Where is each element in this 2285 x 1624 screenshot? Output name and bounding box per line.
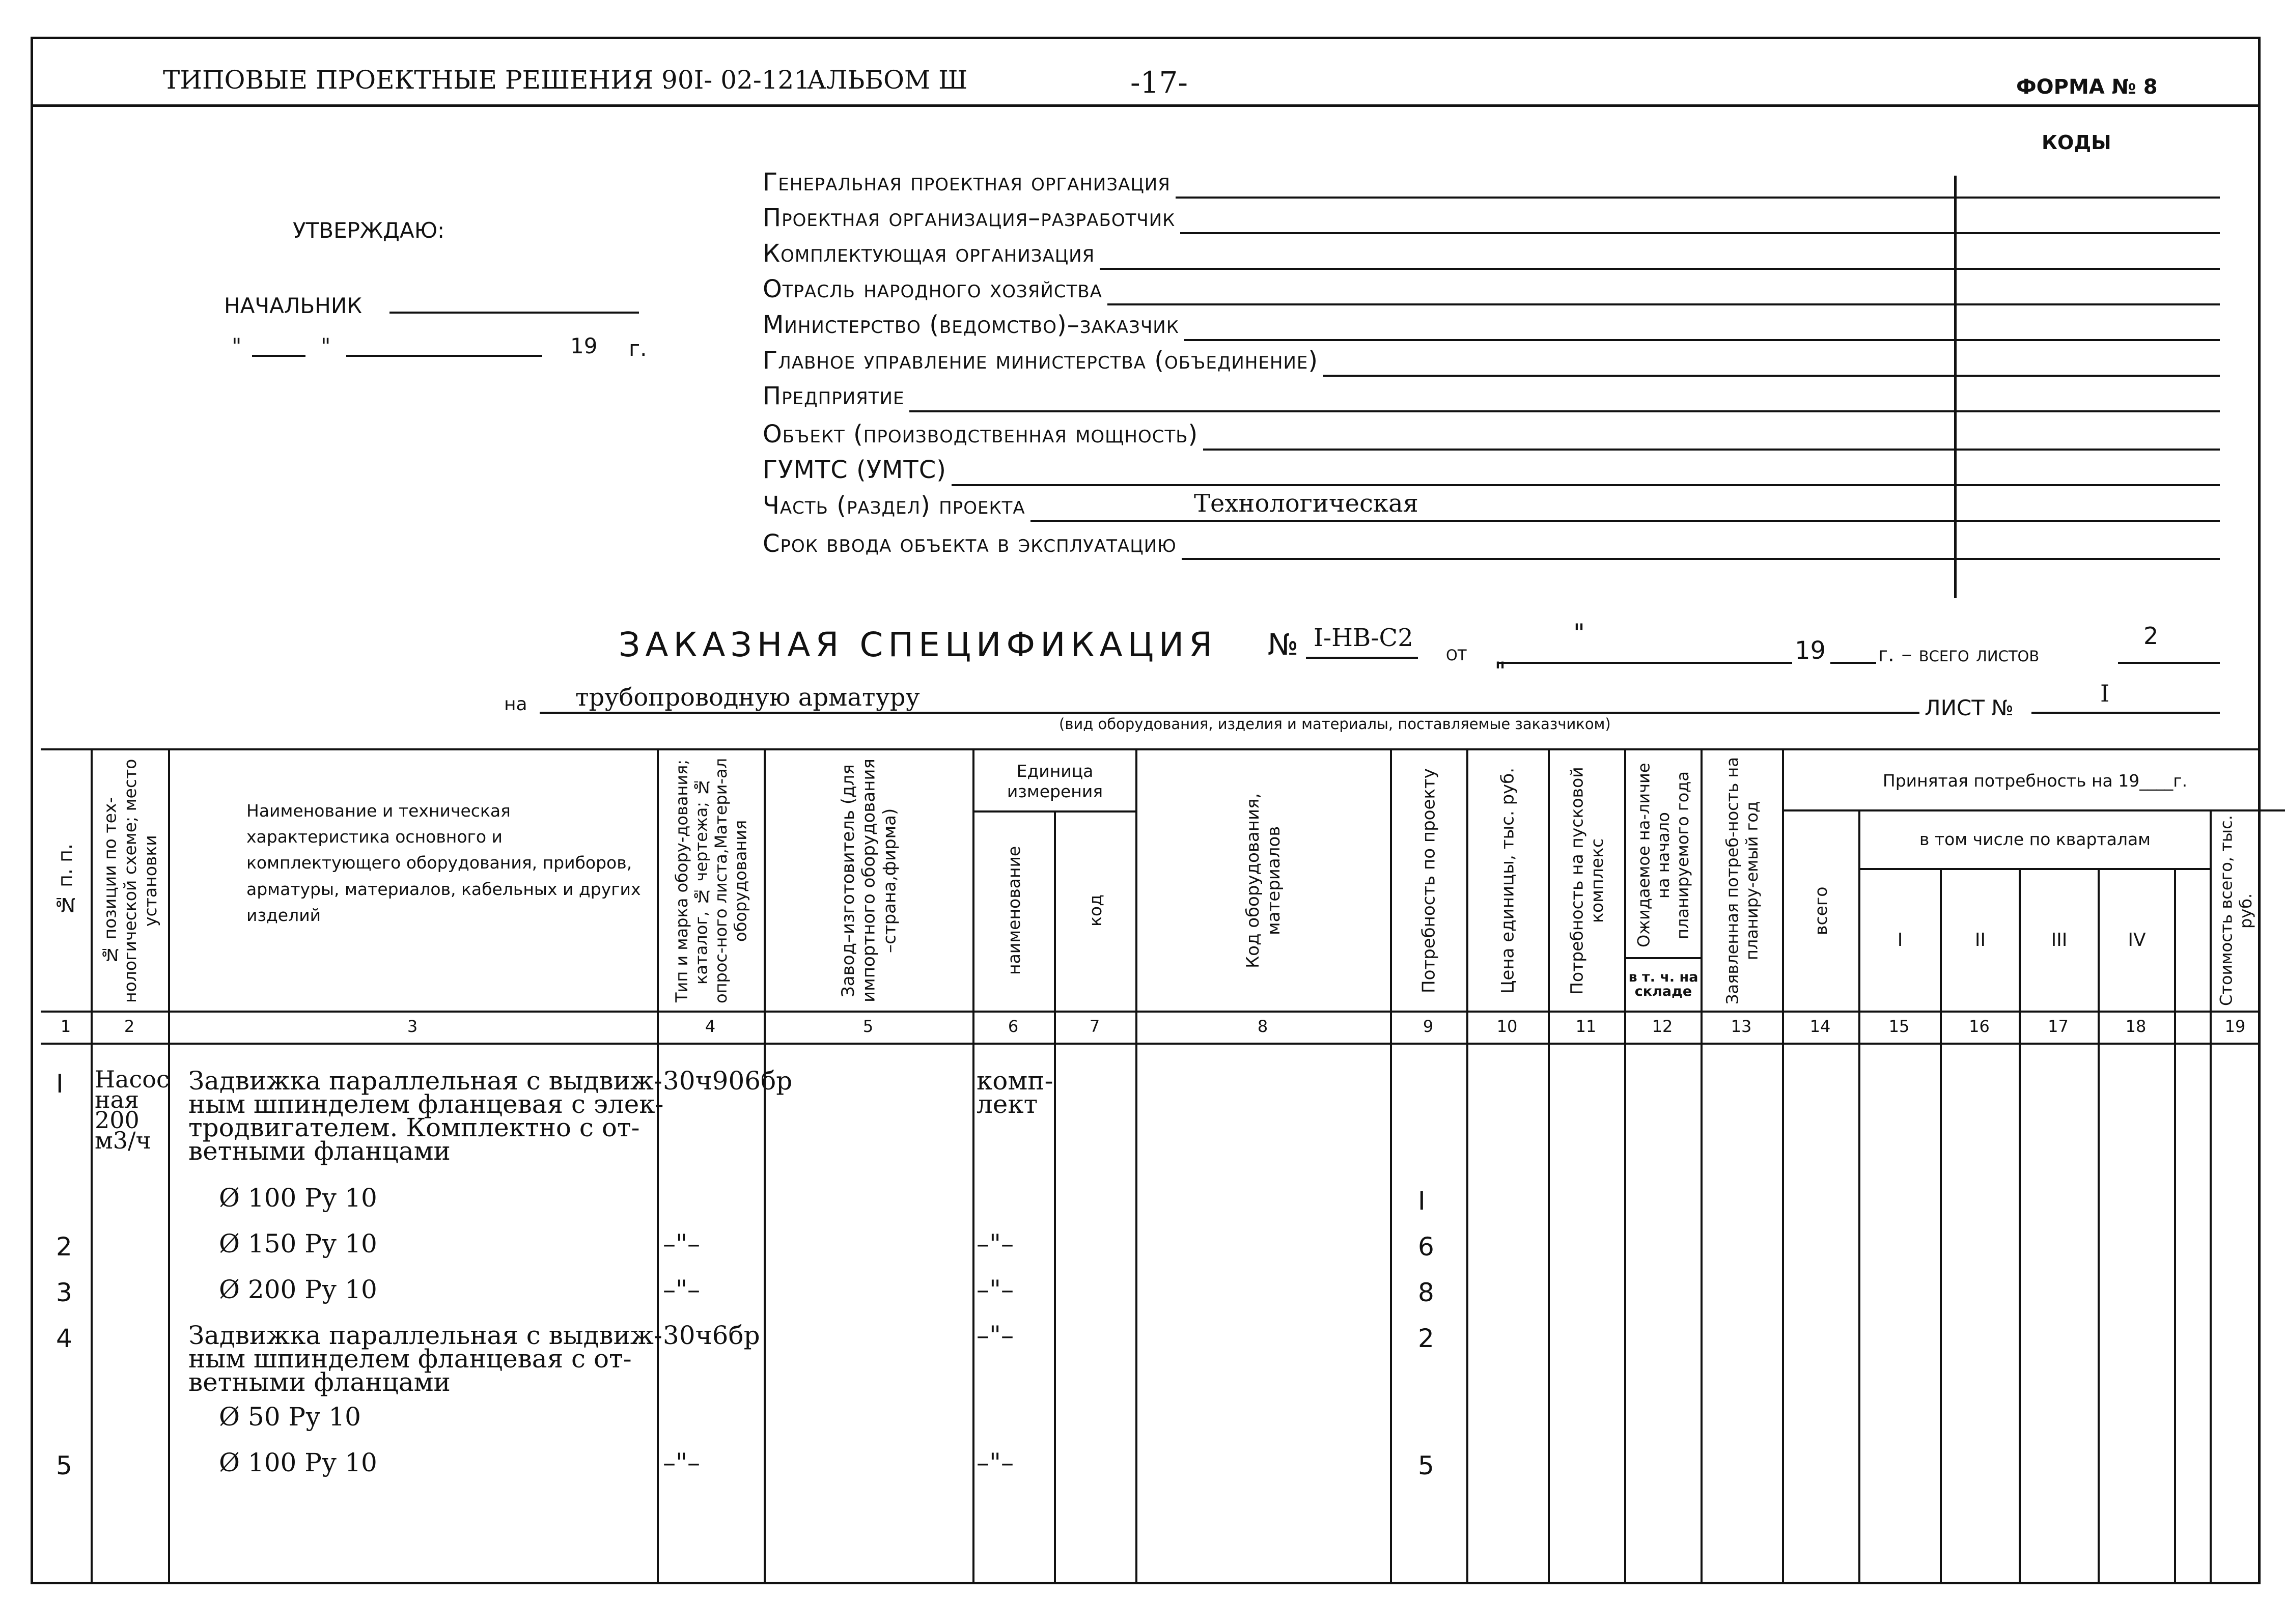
spec-year-line <box>1830 662 1876 664</box>
date-quote-close: " <box>321 333 331 358</box>
col-header-5: Завод–изготовитель (для импортного оборудования –страна,фирма) <box>838 759 900 1003</box>
field-input-line[interactable] <box>1323 375 2220 377</box>
table-top-line <box>41 748 2261 750</box>
numbers-bottom-line <box>41 1043 2261 1045</box>
quarters-group-header: в том числе по кварталам <box>1919 829 2151 850</box>
col-header-1: № п. п. <box>54 843 77 916</box>
row-number: 2 <box>56 1232 72 1262</box>
row-name: Ø 100 Ру 10 <box>219 1183 377 1213</box>
row-unit: –"– <box>977 1448 1014 1477</box>
row-name: Ø 100 Ру 10 <box>219 1448 377 1477</box>
col-header-8: Код оборудования, материалов <box>1243 793 1284 969</box>
column-number: 1 <box>60 1017 71 1036</box>
chief-label: НАЧАЛЬНИК <box>224 293 363 318</box>
date-quote-open: " <box>232 333 242 358</box>
col-header-9: Потребность по проекту <box>1418 768 1439 993</box>
row-type: –"– <box>663 1275 700 1304</box>
row-unit: комп- лект <box>977 1066 1053 1119</box>
quarter-1-header: I <box>1897 930 1903 951</box>
col-header-6: наименование <box>1004 846 1024 975</box>
field-label: ГУМТС (УМТС) <box>763 456 946 484</box>
row-number: 3 <box>56 1278 72 1307</box>
album-label: АЛЬБОМ Ш <box>807 65 968 95</box>
column-number: 9 <box>1423 1017 1434 1036</box>
field-input-line[interactable] <box>1107 303 2220 305</box>
row-quantity: 6 <box>1418 1232 1434 1262</box>
specification-table <box>41 748 2261 1583</box>
spec-total-sheets: 2 <box>2143 622 2159 650</box>
spec-no-label: № <box>1268 627 1299 662</box>
field-label: Часть (раздел) проекта <box>763 491 1025 520</box>
spec-from-label: от <box>1446 640 1467 665</box>
field-value: Технологическая <box>1194 489 1418 518</box>
sheet-label: ЛИСТ № <box>1925 695 2014 720</box>
column-number: 8 <box>1257 1017 1268 1036</box>
column-number: 11 <box>1575 1017 1597 1036</box>
row-quantity: 2 <box>1418 1324 1434 1353</box>
spec-subject: трубопроводную арматуру <box>575 683 920 712</box>
row-quantity: 5 <box>1418 1451 1434 1480</box>
column-number: 7 <box>1089 1017 1100 1036</box>
date-year-suffix: г. <box>629 336 647 361</box>
col-header-19: Стоимость всего, тыс. руб. <box>2216 815 2255 1006</box>
spec-on-label: на <box>504 694 527 715</box>
row-number: 5 <box>56 1451 72 1480</box>
field-label: Главное управление министерства (объединение) <box>763 346 1319 375</box>
quarter-3-header: III <box>2051 930 2068 951</box>
codes-title: КОДЫ <box>2042 131 2111 154</box>
column-number: 19 <box>2224 1017 2246 1036</box>
approve-title: УТВЕРЖДАЮ: <box>293 218 445 243</box>
field-label: Объект (производственная мощность) <box>763 420 1199 449</box>
col-header-14: всего <box>1811 886 1831 935</box>
field-label: Проектная организация–разработчик <box>763 204 1176 232</box>
date-month-line <box>346 355 542 357</box>
col-header-12: Ожидаемое на-личие на начало планируемого года <box>1634 763 1693 948</box>
column-number: 14 <box>1809 1017 1831 1036</box>
column-number: 6 <box>1008 1017 1019 1036</box>
column-number: 16 <box>1969 1017 1990 1036</box>
row-quantity: I <box>1418 1186 1426 1216</box>
spec-sheets-line <box>2118 662 2220 664</box>
quarter-2-header: II <box>1974 930 1986 951</box>
col-header-2: № позиции по тех-нологической схеме; место установки <box>100 759 160 1003</box>
column-number: 15 <box>1888 1017 1910 1036</box>
column-number: 17 <box>2048 1017 2069 1036</box>
column-number: 3 <box>407 1017 418 1036</box>
row-name: Задвижка параллельная с выдвиж- ным шпинделем фланцевая с от- ветными фланцами <box>188 1321 662 1397</box>
spec-number: I-НВ-С2 <box>1314 624 1413 652</box>
sheet-number: I <box>2100 680 2110 707</box>
spec-note: (вид оборудования, изделия и материалы, поставляемые заказчиком) <box>1059 715 1611 733</box>
field-input-line[interactable] <box>1100 268 2220 270</box>
row-number: I <box>56 1069 64 1099</box>
col-header-7: код <box>1085 894 1106 927</box>
col-header-10: Цена единицы, тыс. руб. <box>1497 767 1518 994</box>
row-type: 30ч906бр <box>663 1066 793 1096</box>
field-input-line[interactable] <box>1180 232 2220 234</box>
accepted-group-header: Принятая потребность на 19____г. <box>1882 771 2188 791</box>
row-type: –"– <box>663 1448 700 1477</box>
spec-quote-close: " <box>1494 657 1506 686</box>
row-name: Ø 200 Ру 10 <box>219 1275 377 1304</box>
field-label: Генеральная проектная организация <box>763 168 1171 197</box>
row-position: Насос ная 200 м3/ч <box>95 1066 170 1154</box>
col-header-12-sub: в т. ч. на складе <box>1628 969 1698 999</box>
row-number: 4 <box>56 1324 72 1353</box>
spec-quote-open: " <box>1573 619 1585 648</box>
field-label: Отрасль народного хозяйства <box>763 275 1102 303</box>
spec-sheets-label: г. – всего листов <box>1879 641 2040 666</box>
field-input-line[interactable] <box>1184 339 2220 341</box>
field-label: Срок ввода объекта в эксплуатацию <box>763 529 1177 558</box>
column-number: 10 <box>1496 1017 1518 1036</box>
row-unit: –"– <box>977 1275 1014 1304</box>
spec-date-line <box>1497 662 1792 664</box>
row-name: Ø 150 Ру 10 <box>219 1229 377 1258</box>
spec-number-line <box>1306 657 1418 659</box>
row-type: –"– <box>663 1229 700 1258</box>
col-header-3: Наименование и техническая характеристика основного и комплектующего оборудования, приборов, арматуры, материалов, кабельных и других изделий <box>246 801 641 925</box>
field-input-line[interactable] <box>1182 558 2220 560</box>
field-input-line[interactable] <box>1176 197 2220 199</box>
chief-signature-line <box>389 312 639 314</box>
quarter-4-header: IV <box>2128 930 2146 951</box>
header-bottom-line <box>41 1011 2261 1013</box>
column-number: 13 <box>1731 1017 1752 1036</box>
spec-subject-line <box>540 712 1919 714</box>
spec-year-label: 19 <box>1795 636 1826 665</box>
col-header-13: Заявленная потреб-ность на планиру-емый год <box>1722 757 1762 1004</box>
row-name: Ø 50 Ру 10 <box>219 1402 361 1432</box>
field-input-line[interactable] <box>909 410 2220 412</box>
col-line <box>2174 868 2176 1583</box>
row-unit: –"– <box>977 1229 1014 1258</box>
unit-group-header: Единица измерения <box>1007 761 1103 801</box>
field-input-line[interactable] <box>1203 449 2220 451</box>
row-type: 30ч6бр <box>663 1321 760 1350</box>
field-input-line[interactable] <box>1030 520 2220 522</box>
row-quantity: 8 <box>1418 1278 1434 1307</box>
column-number: 2 <box>124 1017 135 1036</box>
date-year-prefix: 19 <box>570 333 598 358</box>
column-number: 12 <box>1652 1017 1673 1036</box>
col-header-4: Тип и марка обору-дования; каталог, № чертежа; № опрос-ного листа,Матери-ал оборудования <box>672 758 750 1004</box>
field-label: Комплектующая организация <box>763 239 1095 268</box>
header-divider <box>32 104 2260 107</box>
row-name: Задвижка параллельная с выдвиж- ным шпинделем фланцевая с элек- тродвигателем. Комплектно с от- ветными фланцами <box>188 1066 664 1166</box>
col-header-11: Потребность на пусковой комплекс <box>1567 767 1607 995</box>
codes-divider <box>1954 176 1957 598</box>
field-input-line[interactable] <box>952 484 2220 486</box>
row-unit: –"– <box>977 1321 1014 1350</box>
spec-title: ЗАКАЗНАЯ СПЕЦИФИКАЦИЯ <box>619 625 1218 664</box>
series-title: ТИПОВЫЕ ПРОЕКТНЫЕ РЕШЕНИЯ 90I- 02-121 <box>163 65 811 95</box>
form-number: ФОРМА № 8 <box>2016 75 2158 99</box>
column-number: 4 <box>705 1017 716 1036</box>
column-number: 5 <box>862 1017 874 1036</box>
page-number: -17- <box>1130 65 1188 100</box>
field-label: Предприятие <box>763 382 905 410</box>
field-label: Министерство (ведомство)–заказчик <box>763 311 1179 339</box>
sheet-number-line <box>2031 712 2220 714</box>
date-day-line <box>252 355 305 357</box>
column-number: 18 <box>2125 1017 2147 1036</box>
